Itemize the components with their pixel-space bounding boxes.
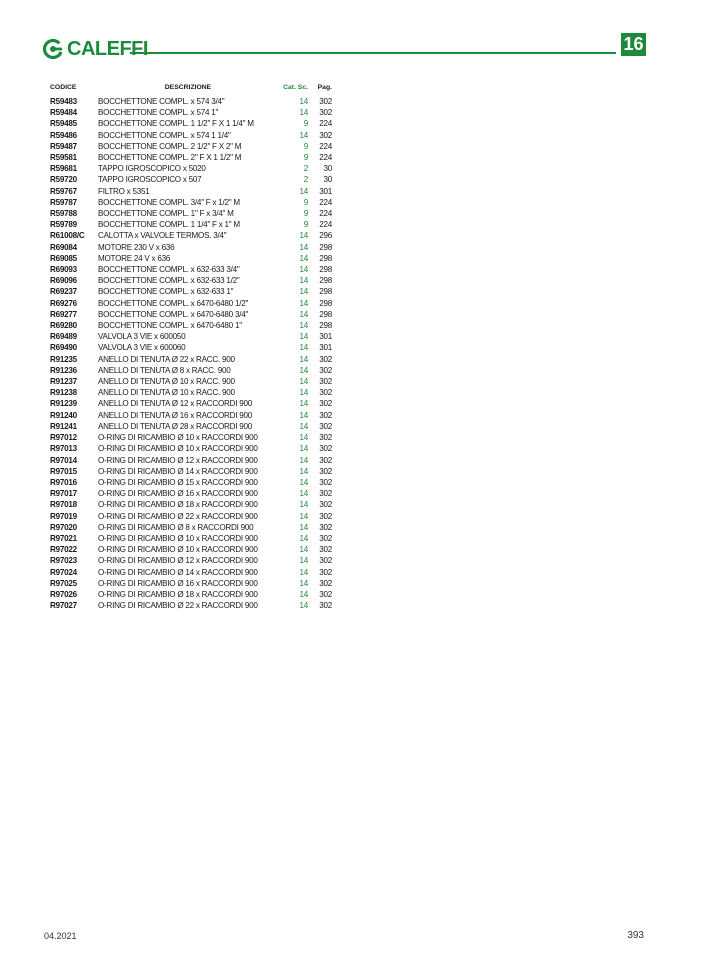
table-row bbox=[50, 242, 332, 253]
cell-page: 302 bbox=[319, 589, 332, 599]
cell-code: R69280 bbox=[50, 321, 77, 331]
cell-page: 298 bbox=[319, 298, 332, 308]
cell-cat: 14 bbox=[299, 97, 308, 106]
cell-code: R59787 bbox=[50, 197, 77, 207]
cell-page: 302 bbox=[319, 365, 332, 375]
cell-code: R69237 bbox=[50, 287, 77, 297]
table-row bbox=[50, 511, 332, 522]
cell-cat: 14 bbox=[299, 477, 308, 487]
table-row bbox=[50, 141, 332, 152]
cell-code: R69490 bbox=[50, 343, 77, 353]
table-row bbox=[50, 443, 332, 454]
cell-cat: 14 bbox=[299, 265, 308, 275]
cell-code: R97017 bbox=[50, 489, 77, 499]
header-rule bbox=[130, 52, 616, 54]
cell-description: BOCCHETTONE COMPL. 2" F X 1 1/2" M bbox=[98, 153, 242, 163]
cell-page: 302 bbox=[319, 545, 332, 555]
cell-cat: 14 bbox=[299, 309, 308, 319]
cell-description: O-RING DI RICAMBIO Ø 10 x RACCORDI 900 bbox=[98, 433, 258, 443]
table-row bbox=[50, 275, 332, 286]
table-row bbox=[50, 387, 332, 398]
cell-page: 298 bbox=[319, 276, 332, 286]
brand-name: CALEFFI bbox=[67, 38, 148, 60]
cell-description: FILTRO x 5351 bbox=[98, 186, 150, 196]
cell-page: 302 bbox=[319, 511, 332, 521]
cell-description: ANELLO DI TENUTA Ø 28 x RACCORDI 900 bbox=[98, 421, 252, 431]
table-row bbox=[50, 466, 332, 477]
cell-code: R91239 bbox=[50, 399, 77, 409]
cell-code: R97014 bbox=[50, 455, 77, 465]
cell-page: 301 bbox=[319, 186, 332, 196]
cell-page: 302 bbox=[319, 578, 332, 588]
caleffi-logo-icon bbox=[42, 38, 64, 60]
cell-code: R91237 bbox=[50, 377, 77, 387]
cell-description: BOCCHETTONE COMPL. 1 1/2" F X 1 1/4" M bbox=[98, 119, 254, 129]
table-row bbox=[50, 208, 332, 219]
cell-code: R69096 bbox=[50, 276, 77, 286]
cell-cat: 2 bbox=[303, 164, 308, 174]
cell-description: O-RING DI RICAMBIO Ø 22 x RACCORDI 900 bbox=[98, 601, 258, 611]
table-row bbox=[50, 286, 332, 297]
cell-cat: 14 bbox=[299, 466, 308, 476]
header-description: DESCRIZIONE bbox=[164, 84, 212, 91]
cell-page: 224 bbox=[319, 119, 332, 129]
cell-description: O-RING DI RICAMBIO Ø 10 x RACCORDI 900 bbox=[98, 533, 258, 543]
cell-code: R91241 bbox=[50, 421, 77, 431]
table-row bbox=[50, 118, 332, 129]
cell-cat: 14 bbox=[299, 388, 308, 398]
cell-description: BOCCHETTONE COMPL. x 6470-6480 1" bbox=[98, 321, 242, 331]
cell-description: TAPPO IGROSCOPICO x 507 bbox=[98, 175, 202, 185]
cell-cat: 14 bbox=[299, 567, 308, 577]
table-row bbox=[50, 365, 332, 376]
cell-description: ANELLO DI TENUTA Ø 10 x RACC. 900 bbox=[98, 388, 235, 398]
cell-code: R59485 bbox=[50, 119, 77, 129]
cell-page: 302 bbox=[319, 377, 332, 387]
cell-page: 302 bbox=[319, 466, 332, 476]
table-row bbox=[50, 163, 332, 174]
table-row bbox=[50, 331, 332, 342]
cell-code: R59789 bbox=[50, 220, 77, 230]
table-row bbox=[50, 320, 332, 331]
cell-page: 224 bbox=[319, 141, 332, 151]
table-row bbox=[50, 376, 332, 387]
cell-page: 302 bbox=[319, 97, 332, 106]
cell-description: MOTORE 24 V x 636 bbox=[98, 253, 171, 263]
cell-description: O-RING DI RICAMBIO Ø 8 x RACCORDI 900 bbox=[98, 522, 254, 532]
table-row bbox=[50, 219, 332, 230]
cell-code: R97025 bbox=[50, 578, 77, 588]
cell-code: R69489 bbox=[50, 332, 77, 342]
table-row bbox=[50, 432, 332, 443]
cell-cat: 14 bbox=[299, 511, 308, 521]
cell-page: 302 bbox=[319, 455, 332, 465]
cell-code: R69085 bbox=[50, 253, 77, 263]
cell-page: 302 bbox=[319, 522, 332, 532]
cell-cat: 14 bbox=[299, 186, 308, 196]
table-row bbox=[50, 589, 332, 600]
cell-cat: 14 bbox=[299, 421, 308, 431]
table-row bbox=[50, 152, 332, 163]
footer-date: 04.2021 bbox=[44, 931, 77, 941]
cell-page: 302 bbox=[319, 567, 332, 577]
table-row bbox=[50, 174, 332, 185]
cell-code: R97016 bbox=[50, 477, 77, 487]
cell-description: TAPPO IGROSCOPICO x 5020 bbox=[98, 164, 206, 174]
table-row bbox=[50, 96, 332, 107]
table-row bbox=[50, 477, 332, 488]
cell-code: R97012 bbox=[50, 433, 77, 443]
cell-code: R91238 bbox=[50, 388, 77, 398]
cell-description: BOCCHETTONE COMPL. 3/4" F x 1/2" M bbox=[98, 197, 240, 207]
table-row bbox=[50, 298, 332, 309]
cell-description: BOCCHETTONE COMPL. x 574 3/4" bbox=[98, 97, 225, 106]
cell-cat: 14 bbox=[299, 545, 308, 555]
cell-cat: 14 bbox=[299, 276, 308, 286]
cell-page: 298 bbox=[319, 287, 332, 297]
cell-cat: 14 bbox=[299, 231, 308, 241]
cell-cat: 14 bbox=[299, 321, 308, 331]
cell-cat: 14 bbox=[299, 343, 308, 353]
cell-code: R97024 bbox=[50, 567, 77, 577]
cell-cat: 14 bbox=[299, 130, 308, 140]
table-row bbox=[50, 600, 332, 611]
cell-cat: 14 bbox=[299, 377, 308, 387]
cell-cat: 9 bbox=[303, 119, 308, 129]
cell-code: R97015 bbox=[50, 466, 77, 476]
table-row bbox=[50, 197, 332, 208]
cell-description: O-RING DI RICAMBIO Ø 22 x RACCORDI 900 bbox=[98, 511, 258, 521]
table-row bbox=[50, 107, 332, 118]
table-row bbox=[50, 309, 332, 320]
cell-code: R69277 bbox=[50, 309, 77, 319]
cell-code: R97013 bbox=[50, 444, 77, 454]
cell-cat: 14 bbox=[299, 253, 308, 263]
cell-cat: 14 bbox=[299, 533, 308, 543]
cell-cat: 14 bbox=[299, 354, 308, 364]
cell-cat: 14 bbox=[299, 556, 308, 566]
cell-description: O-RING DI RICAMBIO Ø 16 x RACCORDI 900 bbox=[98, 578, 258, 588]
table-row bbox=[50, 230, 332, 241]
cell-code: R97018 bbox=[50, 500, 77, 510]
cell-page: 302 bbox=[319, 421, 332, 431]
cell-description: BOCCHETTONE COMPL. 1" F x 3/4" M bbox=[98, 209, 234, 219]
cell-description: O-RING DI RICAMBIO Ø 12 x RACCORDI 900 bbox=[98, 455, 258, 465]
cell-page: 302 bbox=[319, 399, 332, 409]
cell-cat: 14 bbox=[299, 522, 308, 532]
cell-page: 302 bbox=[319, 556, 332, 566]
cell-description: O-RING DI RICAMBIO Ø 18 x RACCORDI 900 bbox=[98, 500, 258, 510]
cell-description: BOCCHETTONE COMPL. x 632-633 3/4" bbox=[98, 265, 240, 275]
footer-page-number: 393 bbox=[627, 930, 644, 941]
cell-cat: 9 bbox=[303, 209, 308, 219]
cell-cat: 14 bbox=[299, 433, 308, 443]
cell-page: 301 bbox=[319, 343, 332, 353]
table-row bbox=[50, 253, 332, 264]
table-row bbox=[50, 522, 332, 533]
cell-cat: 9 bbox=[303, 197, 308, 207]
table-row bbox=[50, 499, 332, 510]
cell-code: R69093 bbox=[50, 265, 77, 275]
cell-cat: 14 bbox=[299, 589, 308, 599]
table-row bbox=[50, 567, 332, 578]
cell-description: BOCCHETTONE COMPL. x 574 1" bbox=[98, 108, 219, 118]
header-cat: Cat. Sc. bbox=[283, 84, 308, 91]
cell-page: 302 bbox=[319, 444, 332, 454]
cell-code: R97020 bbox=[50, 522, 77, 532]
cell-page: 302 bbox=[319, 410, 332, 420]
cell-page: 298 bbox=[319, 321, 332, 331]
cell-cat: 9 bbox=[303, 220, 308, 230]
caleffi-logo bbox=[42, 38, 148, 60]
cell-code: R61008/C bbox=[50, 231, 85, 241]
cell-cat: 14 bbox=[299, 455, 308, 465]
cell-code: R97023 bbox=[50, 556, 77, 566]
table-row bbox=[50, 555, 332, 566]
cell-cat: 14 bbox=[299, 242, 308, 252]
cell-code: R59720 bbox=[50, 175, 77, 185]
cell-code: R97019 bbox=[50, 511, 77, 521]
table-row bbox=[50, 455, 332, 466]
cell-description: ANELLO DI TENUTA Ø 8 x RACC. 900 bbox=[98, 365, 231, 375]
cell-description: BOCCHETTONE COMPL. x 632-633 1/2" bbox=[98, 276, 240, 286]
cell-description: VALVOLA 3 VIE x 600050 bbox=[98, 332, 186, 342]
cell-page: 298 bbox=[319, 265, 332, 275]
cell-cat: 14 bbox=[299, 332, 308, 342]
cell-description: O-RING DI RICAMBIO Ø 14 x RACCORDI 900 bbox=[98, 567, 258, 577]
cell-code: R59487 bbox=[50, 141, 77, 151]
cell-description: BOCCHETTONE COMPL. 1 1/4" F x 1" M bbox=[98, 220, 240, 230]
table-header-row bbox=[50, 82, 332, 96]
cell-description: O-RING DI RICAMBIO Ø 14 x RACCORDI 900 bbox=[98, 466, 258, 476]
cell-cat: 14 bbox=[299, 287, 308, 297]
cell-code: R59767 bbox=[50, 186, 77, 196]
cell-page: 30 bbox=[323, 175, 332, 185]
cell-description: O-RING DI RICAMBIO Ø 16 x RACCORDI 900 bbox=[98, 489, 258, 499]
cell-code: R91236 bbox=[50, 365, 77, 375]
header-code: CODICE bbox=[50, 84, 77, 91]
table-row bbox=[50, 533, 332, 544]
table-row bbox=[50, 354, 332, 365]
cell-page: 224 bbox=[319, 153, 332, 163]
cell-cat: 14 bbox=[299, 399, 308, 409]
cell-page: 296 bbox=[319, 231, 332, 241]
cell-page: 302 bbox=[319, 489, 332, 499]
cell-cat: 9 bbox=[303, 141, 308, 151]
cell-cat: 14 bbox=[299, 489, 308, 499]
cell-page: 302 bbox=[319, 601, 332, 611]
cell-code: R59484 bbox=[50, 108, 77, 118]
cell-cat: 14 bbox=[299, 365, 308, 375]
cell-page: 302 bbox=[319, 388, 332, 398]
cell-page: 301 bbox=[319, 332, 332, 342]
cell-description: O-RING DI RICAMBIO Ø 18 x RACCORDI 900 bbox=[98, 589, 258, 599]
cell-cat: 14 bbox=[299, 108, 308, 118]
cell-code: R97026 bbox=[50, 589, 77, 599]
cell-description: ANELLO DI TENUTA Ø 16 x RACCORDI 900 bbox=[98, 410, 252, 420]
cell-code: R91240 bbox=[50, 410, 77, 420]
table-row bbox=[50, 544, 332, 555]
cell-description: ANELLO DI TENUTA Ø 22 x RACC. 900 bbox=[98, 354, 235, 364]
cell-page: 224 bbox=[319, 220, 332, 230]
cell-description: ANELLO DI TENUTA Ø 12 x RACCORDI 900 bbox=[98, 399, 252, 409]
cell-page: 30 bbox=[323, 164, 332, 174]
cell-page: 298 bbox=[319, 253, 332, 263]
table-row bbox=[50, 488, 332, 499]
cell-description: O-RING DI RICAMBIO Ø 10 x RACCORDI 900 bbox=[98, 444, 258, 454]
spare-parts-table bbox=[50, 82, 332, 611]
cell-cat: 14 bbox=[299, 444, 308, 454]
cell-description: BOCCHETTONE COMPL. x 6470-6480 3/4" bbox=[98, 309, 249, 319]
header-page: Pag. bbox=[317, 84, 332, 91]
table-row bbox=[50, 398, 332, 409]
cell-code: R97022 bbox=[50, 545, 77, 555]
table-row bbox=[50, 264, 332, 275]
table-row bbox=[50, 421, 332, 432]
cell-code: R97021 bbox=[50, 533, 77, 543]
cell-code: R59486 bbox=[50, 130, 77, 140]
cell-cat: 14 bbox=[299, 410, 308, 420]
cell-description: BOCCHETTONE COMPL. x 632-633 1" bbox=[98, 287, 234, 297]
cell-page: 302 bbox=[319, 533, 332, 543]
cell-page: 298 bbox=[319, 242, 332, 252]
cell-cat: 9 bbox=[303, 153, 308, 163]
cell-code: R59788 bbox=[50, 209, 77, 219]
cell-description: BOCCHETTONE COMPL. x 574 1 1/4" bbox=[98, 130, 231, 140]
cell-description: ANELLO DI TENUTA Ø 10 x RACC. 900 bbox=[98, 377, 235, 387]
cell-page: 302 bbox=[319, 130, 332, 140]
cell-code: R59681 bbox=[50, 164, 77, 174]
cell-code: R91235 bbox=[50, 354, 77, 364]
cell-description: BOCCHETTONE COMPL. x 6470-6480 1/2" bbox=[98, 298, 249, 308]
cell-page: 302 bbox=[319, 108, 332, 118]
table-row bbox=[50, 130, 332, 141]
cell-description: VALVOLA 3 VIE x 600060 bbox=[98, 343, 186, 353]
cell-description: O-RING DI RICAMBIO Ø 15 x RACCORDI 900 bbox=[98, 477, 258, 487]
cell-page: 298 bbox=[319, 309, 332, 319]
cell-cat: 14 bbox=[299, 578, 308, 588]
cell-cat: 14 bbox=[299, 500, 308, 510]
cell-page: 302 bbox=[319, 477, 332, 487]
cell-description: O-RING DI RICAMBIO Ø 10 x RACCORDI 900 bbox=[98, 545, 258, 555]
cell-cat: 14 bbox=[299, 298, 308, 308]
cell-page: 302 bbox=[319, 433, 332, 443]
section-number-badge: 16 bbox=[621, 33, 646, 56]
table-row bbox=[50, 342, 332, 353]
cell-description: O-RING DI RICAMBIO Ø 12 x RACCORDI 900 bbox=[98, 556, 258, 566]
cell-code: R59483 bbox=[50, 97, 77, 106]
cell-cat: 2 bbox=[303, 175, 308, 185]
cell-page: 302 bbox=[319, 500, 332, 510]
cell-description: MOTORE 230 V x 636 bbox=[98, 242, 175, 252]
cell-page: 224 bbox=[319, 209, 332, 219]
table-row bbox=[50, 410, 332, 421]
cell-page: 302 bbox=[319, 354, 332, 364]
table-row bbox=[50, 578, 332, 589]
cell-description: BOCCHETTONE COMPL. 2 1/2" F X 2" M bbox=[98, 141, 242, 151]
cell-description: CALOTTA x VALVOLE TERMOS. 3/4" bbox=[98, 231, 227, 241]
table-row bbox=[50, 186, 332, 197]
cell-code: R69276 bbox=[50, 298, 77, 308]
cell-code: R97027 bbox=[50, 601, 77, 611]
cell-page: 224 bbox=[319, 197, 332, 207]
cell-cat: 14 bbox=[299, 601, 308, 611]
cell-code: R59581 bbox=[50, 153, 77, 163]
cell-code: R69084 bbox=[50, 242, 77, 252]
table-body bbox=[50, 96, 332, 611]
